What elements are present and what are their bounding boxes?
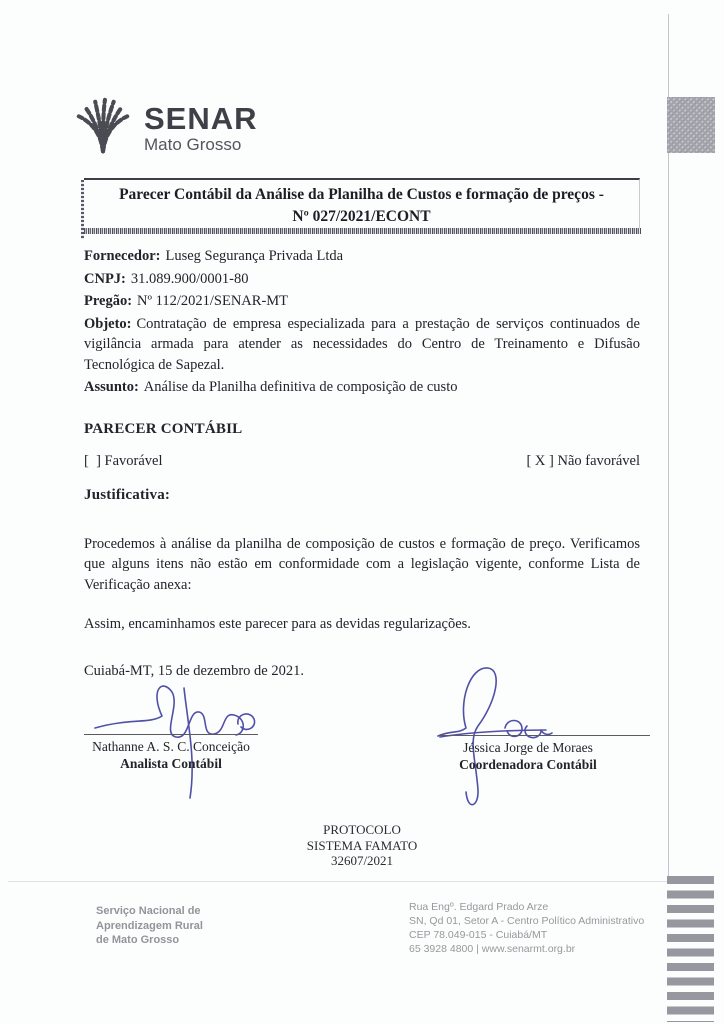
objeto-value: Contratação de empresa especializada para a prestação de serviços continuados de vigilância armada para atender as necessidades do Centro de Treinamento e Difusão Tecnológica de Sapezal.	[84, 316, 640, 373]
closing-paragraph: Assim, encaminhamos este parecer para as devidas regularizações.	[84, 616, 471, 632]
date-line: Cuiabá-MT, 15 de dezembro de 2021.	[84, 663, 304, 679]
field-objeto	[84, 314, 640, 375]
signatory-left-role: Analista Contábil	[120, 756, 222, 772]
footer-divider	[8, 881, 714, 882]
logo-text	[144, 100, 258, 155]
footer-addr-line4: 65 3928 4800 | www.senarmt.org.br	[409, 942, 576, 955]
field-cnpj	[84, 269, 640, 289]
scan-stripe-pattern	[667, 876, 714, 1022]
parecer-options	[84, 453, 640, 470]
assunto-value: Análise da Planilha definitiva de composição de custo	[143, 379, 458, 395]
footer-org-line2: Aprendizagem Rural	[96, 919, 203, 932]
fornecedor-value: Luseg Segurança Privada Ltda	[165, 248, 344, 264]
document-title-line1: Parecer Contábil da Análise da Planilha de Custos e formação de preços -	[119, 186, 604, 203]
protocol-stamp	[252, 822, 472, 869]
footer-organization	[96, 904, 203, 948]
protocol-line1: PROTOCOLO	[323, 822, 401, 837]
hatched-separator	[84, 228, 641, 234]
signatory-right-role: Coordenadora Contábil	[459, 757, 597, 773]
protocol-line2: SISTEMA FAMATO	[306, 837, 418, 853]
assunto-label: Assunto:	[84, 379, 139, 395]
footer-org-line1: Serviço Nacional de	[96, 905, 201, 917]
option-nao-favoravel: [ X ] Não favorável	[526, 453, 640, 469]
footer-addr-line3: CEP 78.049-015 - Cuiabá/MT	[409, 928, 548, 941]
cnpj-label: CNPJ:	[84, 271, 126, 287]
document-title-line2: Nº 027/2021/ECONT	[292, 208, 431, 225]
fornecedor-label: Fornecedor:	[84, 248, 161, 264]
field-fornecedor	[84, 246, 640, 266]
protocol-number: 32607/2021	[330, 853, 394, 869]
justificativa-label: Justificativa:	[84, 487, 171, 503]
objeto-label: Objeto:	[84, 316, 132, 332]
field-assunto	[84, 377, 640, 397]
footer-address	[409, 901, 644, 957]
scan-noise-block	[667, 97, 715, 153]
logo-brand: SENAR	[144, 100, 258, 136]
wheat-fan-icon	[72, 94, 134, 163]
parecer-heading: PARECER CONTÁBIL	[84, 421, 243, 437]
field-pregao	[84, 291, 640, 311]
justificativa-paragraph: Procedemos à análise da planilha de composição de custos e formação de preço. Verificamos que alguns itens não estão em conformidade com a legislação vigente, conforme Lista de Verificação anexa:	[84, 536, 640, 593]
pregao-value: Nº 112/2021/SENAR-MT	[137, 293, 289, 309]
cnpj-value: 31.089.900/0001-80	[130, 271, 249, 287]
option-favoravel: [ ] Favorável	[84, 453, 163, 469]
signatory-right-name: Jéssica Jorge de Moraes	[463, 740, 593, 755]
senar-logo	[72, 94, 258, 163]
footer-org-line3: de Mato Grosso	[96, 934, 180, 947]
logo-region: Mato Grosso	[144, 134, 242, 154]
signatory-left-name: Nathanne A. S. C. Conceição	[92, 739, 250, 754]
signature-line-right	[438, 735, 650, 736]
signatory-left	[61, 738, 281, 773]
document-title-box	[84, 178, 640, 233]
pregao-label: Pregão:	[84, 293, 133, 309]
signature-line-left	[84, 734, 258, 735]
footer-addr-line1: Rua Engº. Edgard Prado Arze	[409, 901, 549, 913]
signatory-right	[418, 739, 638, 774]
footer-addr-line2: SN, Qd 01, Setor A - Centro Político Administrativo	[409, 914, 645, 927]
